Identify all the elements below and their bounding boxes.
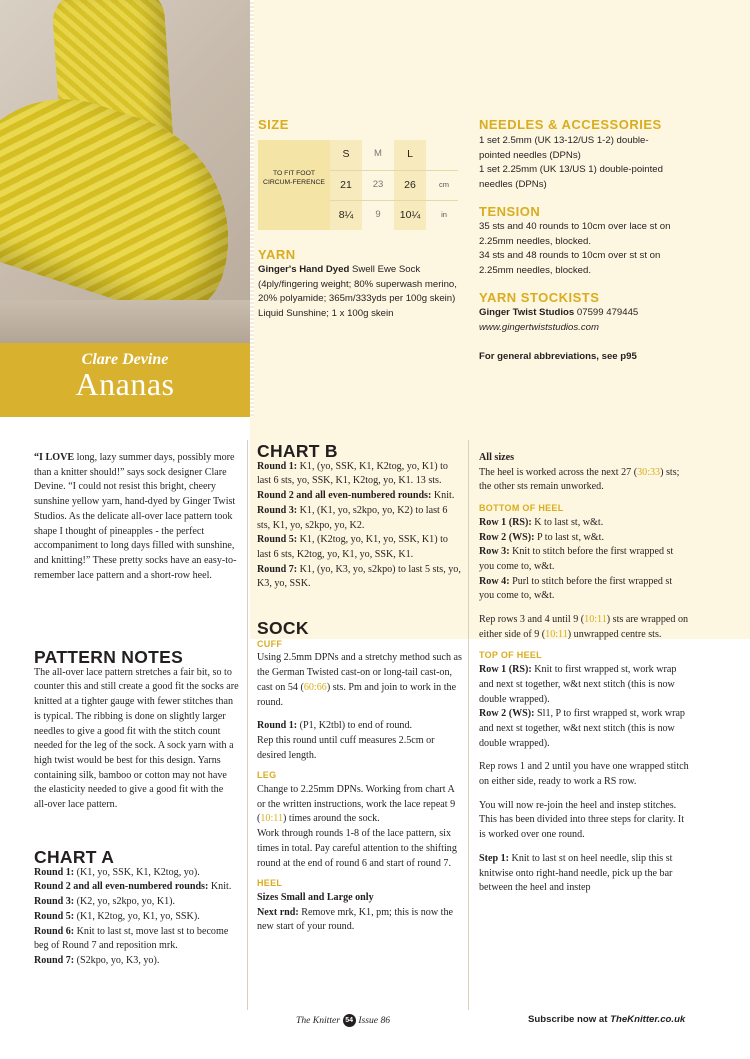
- stockist-phone: 07599 479445: [576, 307, 639, 318]
- footer-site-link[interactable]: TheKnitter.co.uk: [610, 1014, 686, 1025]
- chart-a-section: CHART A Round 1: (K1, yo, SSK, K1, K2tog, yo). Round 2 and all even-numbered rounds: Knit. Round 3: (K2, yo, s2kpo, yo, K1). Round 5: (K1, K2tog, yo, K1, yo, SSK). Round 6: Knit to last st, move last st to become beg of Round 7 and reposition mrk. Round 7: (S2kpo, yo, K3, yo).: [34, 850, 239, 969]
- footer-magazine: [296, 1014, 390, 1027]
- bottom-of-heel-heading: BOTTOM OF HEEL: [479, 503, 564, 514]
- yarn-details: [258, 263, 458, 321]
- cm-m: 23: [372, 179, 384, 190]
- in-m: 9: [375, 209, 381, 220]
- heel-heading: HEEL: [257, 878, 283, 889]
- leg-heading: LEG: [257, 770, 277, 781]
- footer-subscribe: Subscribe now at TheKnitter.co.uk: [528, 1014, 686, 1025]
- cm-unit: cm: [439, 180, 449, 189]
- cuff-heading: CUFF: [257, 638, 283, 649]
- in-l: 10¼: [399, 209, 421, 221]
- stockists-heading: YARN STOCKISTS: [479, 290, 600, 305]
- page-number: 54: [343, 1014, 356, 1027]
- pattern-notes-section: [34, 647, 239, 813]
- chart-b-heading: CHART B: [257, 441, 338, 461]
- intro-paragraph: “I LOVE long, lazy summer days, possibly more than a knitter should!” says sock designer Clare Devine. “I could not resist this bright, cheery sunshine yellow yarn, hand-dyed by Ginger Twist Studios. As the delicate all-over lace pattern took shape I thought of pineapples - the perfect accompaniment to long days filled with sunshine, and knitting!” These pretty socks have an easy-to-remember lace pattern and a short-row heel.: [34, 452, 237, 581]
- in-unit: in: [441, 210, 447, 219]
- cm-l: 26: [404, 179, 416, 191]
- pattern-notes-text: The all-over lace pattern stretches a fair bit, so to counter this and still create a good fit the socks are knitted at a tighter gauge with fewer stitches than is typical. The ribbing is done on slightly larger needles to give a good fit with the stitch count needed for the leg of the sock. A sock yarn with a high twist would be best for this design. Yarns containing silk, bamboo or cotton may not have the elasticity needed to give a good fit with the all-over lace pattern.: [34, 666, 239, 811]
- fit-label: TO FIT FOOT CIRCUM-FERENCE: [263, 170, 325, 186]
- yarn-colour: Liquid Sunshine; 1 x 100g skein: [258, 307, 394, 319]
- pattern-title: Ananas: [75, 366, 175, 402]
- footer-issue: Issue 86: [358, 1015, 391, 1027]
- sock-section: SOCK CUFF Using 2.5mm DPNs and a stretchy method such as the German Twisted cast-on or long-tail cast-on, cast on 54 (60:66) sts. Pm and join to work in the round. Round 1: (P1, K2tbl) to end of round. Rep this round until cuff measures 2.5cm or desired length. LEG Change to 2.25mm DPNs. Working from chart A or the written instructions, work the lace repeat 9 (10:11) times around the sock. Work through rounds 1-8 of the lace pattern, six times in total. Pay careful attention to the shifting round at the end of round 6 and start of round 7. HEEL Sizes Small and Large only Next rnd: Remove mrk, K1, pm; this is now the new start of your round.: [257, 618, 462, 933]
- yarn-heading: YARN: [258, 247, 296, 262]
- tension-details: 35 sts and 40 rounds to 10cm over lace st on 2.25mm needles, blocked. 34 sts and 48 rounds to 10cm over st st on 2.25mm needles, blocked.: [479, 221, 671, 276]
- yarn-desc: Swell Ewe Sock (4ply/fingering weight; 80% superwash merino, 20% polyamide; 365m/333yds per 100g skein): [258, 264, 457, 305]
- top-of-heel-heading: TOP OF HEEL: [479, 650, 542, 661]
- stockist-url[interactable]: www.gingertwiststudios.com: [479, 321, 599, 333]
- yarn-brand: Ginger's Hand Dyed: [258, 264, 350, 275]
- cm-s: 21: [340, 179, 352, 191]
- size-table: [258, 140, 458, 230]
- needles-details: 1 set 2.5mm (UK 13-12/US 1-2) double-pointed needles (DPNs) 1 set 2.25mm (UK 13/US 1) double-pointed needles (DPNs): [479, 135, 663, 190]
- size-heading: SIZE: [258, 117, 289, 132]
- size-l: L: [407, 148, 413, 160]
- designer-name: Clare Devine: [81, 351, 169, 368]
- pattern-notes-heading: PATTERN NOTES: [34, 647, 184, 667]
- size-s: S: [342, 148, 350, 160]
- stockist-name: Ginger Twist Studios: [479, 307, 575, 318]
- sock-photo: [0, 0, 250, 343]
- footer-mag-name: The Knitter: [296, 1015, 340, 1027]
- in-s: 8¼: [338, 209, 354, 221]
- sock-heading: SOCK: [257, 618, 309, 638]
- abbreviations-note: For general abbreviations, see p95: [479, 351, 637, 362]
- chart-b-section: CHART B Round 1: K1, (yo, SSK, K1, K2tog, yo, K1) to last 6 sts, yo, SSK, K1, K2tog, yo, K1. 13 sts. Round 2 and all even-numbered rounds: Knit. Round 3: K1, (K1, yo, s2kpo, yo, K2) to last 6 sts, K1, yo, s2kpo, yo, K2. Round 5: K1, (K2tog, yo, K1, yo, SSK, K1) to last 6 sts, K2tog, yo, K1, yo, SSK, K1. Round 7: K1, (yo, K3, yo, s2kpo) to last 5 sts, yo, K3, yo, SSK.: [257, 441, 461, 590]
- chart-a-heading: CHART A: [34, 847, 115, 867]
- stockists-details: [479, 306, 689, 335]
- heel-instructions: All sizes The heel is worked across the next 27 (30:33) sts; the other sts remain unworked. BOTTOM OF HEEL Row 1 (RS): K to last st, w&t. Row 2 (WS): P to last st, w&t. Row 3: Knit to stitch before the first wrapped st you come to, w&t. Row 4: Purl to stitch before the first wrapped st you come to, w&t. Rep rows 3 and 4 until 9 (10:11) sts are wrapped on either side of 9 (10:11) unwrapped centre sts. TOP OF HEEL Row 1 (RS): Knit to first wrapped st, work wrap and next st together, w&t next stitch (this is now double wrapped). Row 2 (WS): Sl1, P to first wrapped st, work wrap and next st together, w&t next stitch (this is now double wrapped). Rep rows 1 and 2 until you have one wrapped stitch on either side, ready to work a RS row. You will now re-join the heel and instep stitches. This has been divided into three steps for clarity. It is worked over one round. Step 1: Knit to last st on heel needle, slip this st knitwise onto right-hand needle, pick up the bar between the heel and instep: [479, 452, 689, 894]
- size-m: M: [374, 148, 382, 159]
- needles-heading: NEEDLES & ACCESSORIES: [479, 117, 662, 132]
- tension-heading: TENSION: [479, 204, 541, 219]
